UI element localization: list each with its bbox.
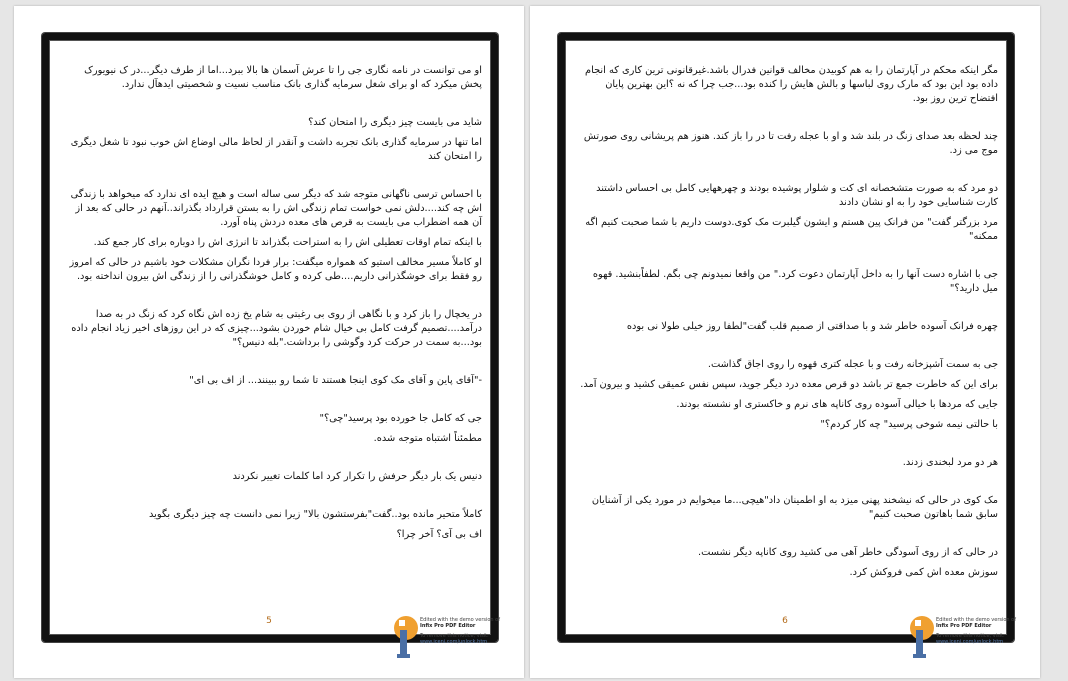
paragraph: -"آقای پاین و آقای مک کوی اینجا هستند تا شما رو ببینند... از اف بی ای" xyxy=(189,375,482,386)
watermark-line: To remove this notice, visit: xyxy=(936,633,1005,639)
paragraph: در یخچال را باز کرد و با نگاهی از روی بی رغبتی به شام یخ زده اش نگاه کرد که زنگ در به صدا درآمد....تصمیم گرفت کامل بی خیال شام خوردن بشود...چیزی که در این روزهای اخیر زیاد انجام داده بود...به سمت در حرکت کرد وگوشی را برداشت."بله دنیس؟" xyxy=(71,309,482,348)
paragraph: جی که کامل جا خورده بود پرسید"چی؟" xyxy=(319,413,482,424)
watermark xyxy=(906,614,1028,662)
paragraph: با اینکه تمام اوقات تعطیلی اش را به استراحت بگذراند تا انرژی اش را دوباره برای کار جمع کند. xyxy=(93,237,482,248)
watermark xyxy=(390,614,512,662)
paragraph: اف بی آی؟ آخر چرا؟ xyxy=(396,529,482,540)
watermark-brand: Infix Pro PDF Editor xyxy=(936,623,992,629)
paragraph: او کاملاً مسیر مخالف استیو که همواره میگفت: برار فردا نگران مشکلات خود باشیم در حالی که امروز رو فقط برای خوشگذرانی داریم....طی کرده و کامل خوشگذرانی را از زندگی اش بیرون انداخته بود. xyxy=(69,257,482,282)
paragraph: هر دو مرد لبخندی زدند. xyxy=(902,457,998,468)
paragraph: مرد بزرگتر گفت" من فرانک پین هستم و ایشون گیلبرت مک کوی.دوست داریم با شما صحبت کنیم اگه ممکنه" xyxy=(585,217,998,242)
paragraph: جی به سمت آشپزخانه رفت و با عجله کتری قهوه را روی اجاق گذاشت. xyxy=(707,359,998,370)
paragraph: او می توانست در نامه نگاری جی را تا عرش آسمان ها بالا ببرد...اما از طرف دیگر...در ک نیویورک پخش میکرد که او برای شغل سرمایه گذاری بانک مناسب نسیت و شخصیتی ایدهآل ندارد. xyxy=(84,65,482,90)
page-text xyxy=(64,64,482,548)
page-number: 5 xyxy=(266,616,272,626)
page-text xyxy=(580,64,998,586)
watermark-link[interactable]: www.iceni.com/unlock.htm xyxy=(936,639,1004,645)
paragraph: مگر اینکه محکم در آپارتمان را به هم کوبیدن مخالف قوانین فدرال باشد.غیرقانونی ترین کاری که انجام داده بود این بود که مارک روی لباسها و بالش هایش را کنده بود...جب چرا که نه ؟این بهترین پایان افتضاح ترین روز بود. xyxy=(585,65,998,104)
infix-logo-icon xyxy=(906,614,936,660)
page-5 xyxy=(14,6,524,678)
paragraph: چهره فرانک آسوده خاطر شد و با صداقتی از صمیم قلب گفت"لطفا روز خیلی طولا نی بوده xyxy=(626,321,998,332)
paragraph: کاملاً متحیر مانده بود..گفت"بفرستشون بالا" زیرا نمی دانست چه چیز دیگری بگوید xyxy=(149,509,482,520)
paragraph: با احساس ترسی ناگهانی متوجه شد که دیگر سی ساله است و هیچ ایده ای ندارد که میخواهد با زندگی اش چه کند....دلش نمی خواست تمام زندگی اش را به بستن قرارداد بگذراند..آنهم در حالی که بعد از آن همه اضطراب می بایست به قرص های معده دردش پناه آورد. xyxy=(70,189,482,228)
paragraph: دو مرد که به صورت متشخصانه ای کت و شلوار پوشیده بودند و چهرههایی کامل بی احساس داشتند کارت شناسایی خود را به او نشان دادند xyxy=(596,183,998,208)
infix-logo-icon xyxy=(390,614,420,660)
paragraph: جایی که مردها با خیالی آسوده روی کاناپه های نرم و خاکستری او نشسته بودند. xyxy=(676,399,998,410)
watermark-brand: Infix Pro PDF Editor xyxy=(420,623,476,629)
watermark-link[interactable]: www.iceni.com/unlock.htm xyxy=(420,639,488,645)
paragraph: سوزش معده اش کمی فروکش کرد. xyxy=(849,567,998,578)
paragraph: دنیس یک بار دیگر حرفش را تکرار کرد اما کلمات تغییر نکردند xyxy=(232,471,482,482)
paragraph: در حالی که از روی آسودگی خاطر آهی می کشید روی کاناپه دیگر نشست. xyxy=(698,547,998,558)
page-6 xyxy=(530,6,1040,678)
paragraph: مک کوی در حالی که نیشخند پهنی میزد به او اطمینان داد"هیچی...ما میخوایم در مورد یکی از آشنایان سابق شما باهاتون صحبت کنیم" xyxy=(591,495,998,520)
paragraph: با حالتی نیمه شوخی پرسید" چه کار کردم؟" xyxy=(820,419,998,430)
page-number: 6 xyxy=(782,616,788,626)
watermark-line: To remove this notice, visit: xyxy=(420,633,489,639)
paragraph: جی با اشاره دست آنها را به داخل آپارتمان دعوت کرد." من واقعا نمیدونم چی بگم. لطفاًبنشید. قهوه میل دارید؟" xyxy=(592,269,998,294)
watermark-line: Edited with the demo version of xyxy=(420,617,501,623)
paragraph: برای این که خاطرت جمع تر باشد دو قرص معده درد دیگر جوید، سپس نفس عمیقی کشید و بیرون آمد. xyxy=(580,379,998,390)
paragraph: شاید می بایست چیز دیگری را امتحان کند؟ xyxy=(308,117,482,128)
paragraph: مطمئناً اشتباه متوجه شده. xyxy=(373,433,482,444)
paragraph: چند لحظه بعد صدای زنگ در بلند شد و او با عجله رفت تا در را باز کند. هنوز هم پریشانی روی صورتش موج می زد. xyxy=(583,131,998,156)
paragraph: اما تنها در سرمایه گذاری بانک تجربه داشت و آنقدر از لحاظ مالی اوضاع اش خوب نبود تا شغل دیگری را امتحان کند xyxy=(70,137,482,162)
watermark-line: Edited with the demo version of xyxy=(936,617,1017,623)
